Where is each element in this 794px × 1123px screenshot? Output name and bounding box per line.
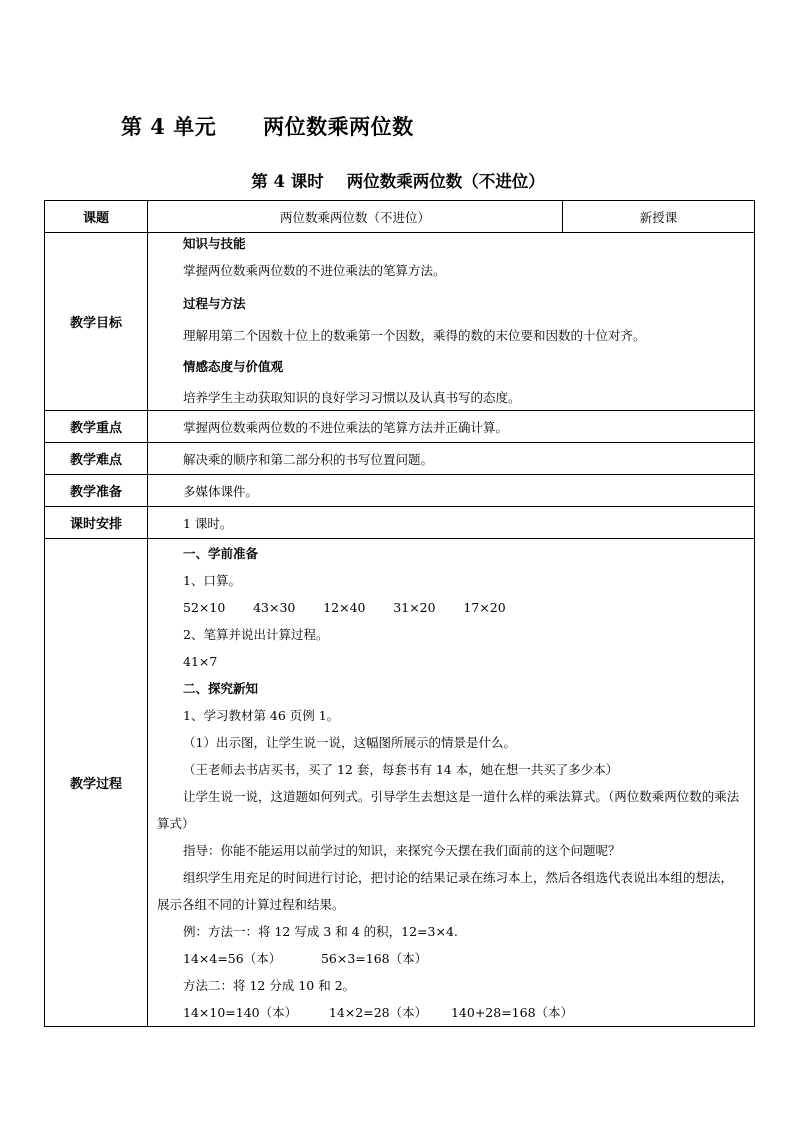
process-line: 14×4=56（本） 56×3=168（本） [183,951,428,966]
unit-title: 第 4 单元 两位数乘两位数 [121,114,414,139]
preparation-value: 多媒体课件。 [183,483,259,499]
topic-row [45,201,755,233]
process-line: 1、学习教材第 46 页例 1。 [183,708,340,723]
process-line: 52×10 43×30 12×40 31×20 17×20 [183,600,506,615]
lesson-plan-table [44,200,755,1027]
preparation-cell [148,475,755,507]
key-point-label: 教学重点 [45,411,148,443]
goals-row [45,233,755,411]
difficulty-cell [148,443,755,475]
process-line: 2、笔算并说出计算过程。 [183,627,329,642]
process-line: 14×10=140（本） 14×2=28（本） 140+28=168（本） [183,1005,574,1020]
process-content [148,539,755,1027]
emotion-text: 培养学生主动获取知识的良好学习习惯以及认真书写的态度。 [183,390,521,405]
lesson-type: 新授课 [563,201,755,233]
process-label: 教学过程 [45,539,148,1027]
process-lines [148,539,754,1026]
knowledge-text: 掌握两位数乘两位数的不进位乘法的笔算方法。 [183,263,446,278]
process-line: 二、探究新知 [183,681,259,696]
process-row [45,539,755,1027]
goals-label: 教学目标 [45,233,148,411]
schedule-row [45,507,755,539]
schedule-cell [148,507,755,539]
key-point-row [45,411,755,443]
lesson-title: 第 4 课时 两位数乘两位数（不进位） [251,172,545,191]
schedule-label: 课时安排 [45,507,148,539]
key-point-cell [148,411,755,443]
process-line: 例：方法一：将 12 写成 3 和 4 的积，12=3×4. [183,924,458,939]
process-line: 一、学前准备 [183,546,259,561]
process-line: （王老师去书店买书，买了 12 套，每套书有 14 本，她在想一共买了多少本） [183,762,619,777]
process-line: 让学生说一说，这道题如何列式。引导学生去想这是一道什么样的乘法算式。（两位数乘两位数的乘法算式） [157,789,740,831]
knowledge-heading: 知识与技能 [183,236,246,251]
process-line: （1）出示图，让学生说一说，这幅图所展示的情景是什么。 [183,735,516,750]
emotion-heading: 情感态度与价值观 [183,359,284,374]
process-line: 指导：你能不能运用以前学过的知识，来探究今天摆在我们面前的这个问题呢？ [183,843,621,858]
process-line: 组织学生用充足的时间进行讨论，把讨论的结果记录在练习本上，然后各组选代表说出本组的想法，展示各组不同的计算过程和结果。 [157,870,734,912]
topic-value: 两位数乘两位数（不进位） [148,201,563,233]
process-line: 方法二：将 12 分成 10 和 2。 [183,978,356,993]
preparation-label: 教学准备 [45,475,148,507]
difficulty-row [45,443,755,475]
schedule-value: 1 课时。 [183,515,233,531]
process-text: 理解用第二个因数十位上的数乘第一个因数，乘得的数的末位要和因数的十位对齐。 [183,328,646,343]
difficulty-value: 解决乘的顺序和第二部分积的书写位置问题。 [183,451,434,467]
process-line: 41×7 [183,654,218,669]
process-heading: 过程与方法 [183,296,246,311]
difficulty-label: 教学难点 [45,443,148,475]
preparation-row [45,475,755,507]
goals-content [148,233,755,411]
process-line: 1、口算。 [183,573,241,588]
topic-label: 课题 [45,201,148,233]
key-point-value: 掌握两位数乘两位数的不进位乘法的笔算方法并正确计算。 [183,419,509,435]
